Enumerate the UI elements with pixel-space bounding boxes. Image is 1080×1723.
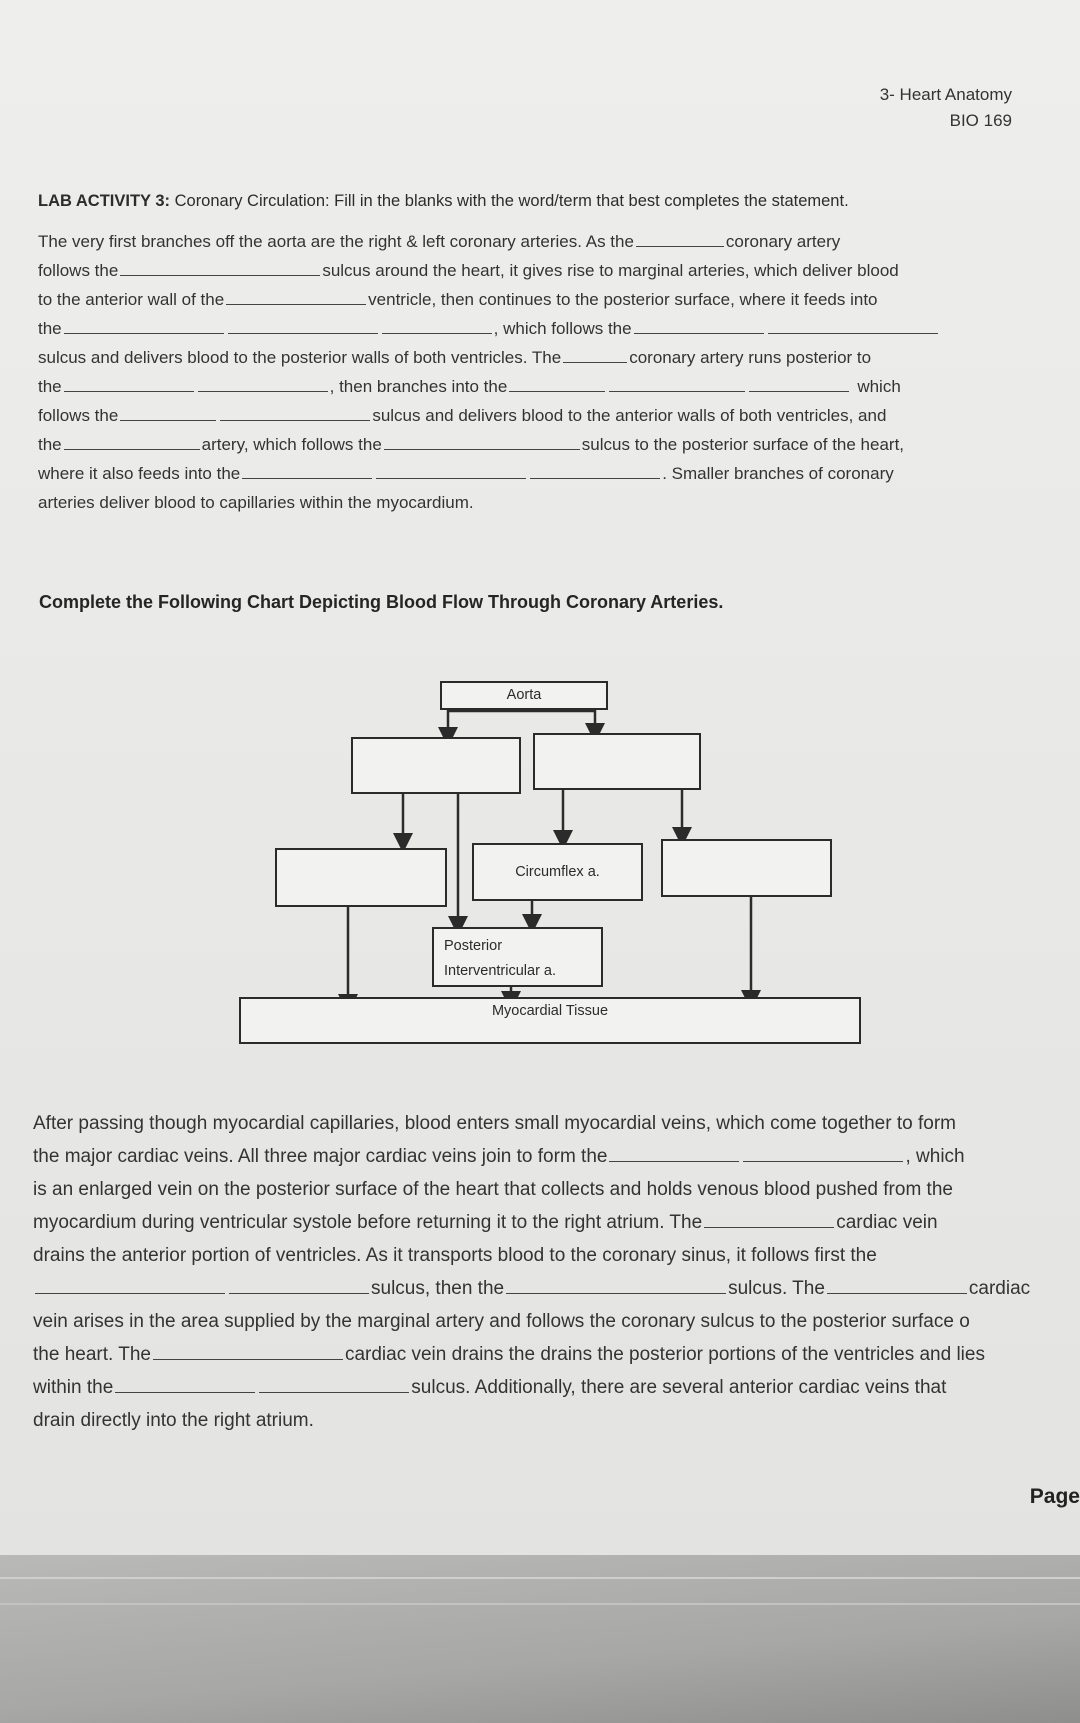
text-line: the heart. The <box>33 1344 151 1365</box>
empty-answer-box[interactable] <box>661 839 832 897</box>
text-line: arteries deliver blood to capillaries within the myocardium. <box>38 493 474 512</box>
posterior-label-line2: Interventricular a. <box>444 963 557 979</box>
aorta-label: Aorta <box>506 687 542 703</box>
posterior-interventricular-box <box>432 927 603 987</box>
sheet-edge <box>0 1577 1080 1579</box>
text-line: . Smaller branches of coronary <box>662 464 894 483</box>
text-line: sulcus to the posterior surface of the heart, <box>581 435 905 454</box>
aorta-to-right-arrow <box>448 711 595 733</box>
text-line: , then branches into the <box>329 377 508 396</box>
text-line: to the anterior wall of the <box>38 290 225 309</box>
text-line: sulcus and delivers blood to the posterior walls of both ventricles. The <box>38 348 562 367</box>
sheet-edge <box>0 1603 1080 1605</box>
text-line: myocardium during ventricular systole before returning it to the right atrium. The <box>33 1212 703 1233</box>
text-line: After passing though myocardial capillaries, blood enters small myocardial veins, which come together to form <box>33 1113 956 1134</box>
course-code: BIO 169 <box>949 111 1012 130</box>
text-line: cardiac vein drains the drains the posterior portions of the ventricles and lies <box>344 1344 985 1365</box>
text-line: the <box>38 319 62 338</box>
text-line: is an enlarged vein on the posterior surface of the heart that collects and holds venous blood pushed from the <box>33 1179 953 1200</box>
posterior-label-line1: Posterior <box>444 938 503 954</box>
text-line: The very first branches off the aorta are the right & left coronary arteries. As the <box>38 232 634 251</box>
activity-label: LAB ACTIVITY 3: <box>38 192 171 210</box>
circumflex-box <box>472 843 643 901</box>
text-line: follows the <box>38 406 119 425</box>
myocardial-tissue-box <box>239 997 861 1044</box>
answer-blank[interactable] <box>153 1345 343 1360</box>
empty-answer-box[interactable] <box>351 737 521 794</box>
text-line: which <box>857 377 901 396</box>
text-line: , which <box>905 1146 965 1167</box>
circumflex-label: Circumflex a. <box>515 864 600 880</box>
aorta-box <box>440 681 608 710</box>
answer-blank[interactable] <box>35 1279 225 1294</box>
text-line: drain directly into the right atrium. <box>33 1410 314 1431</box>
text-line: sulcus, then the <box>371 1278 505 1299</box>
text-line: the <box>38 435 62 454</box>
text-line: where it also feeds into the <box>38 464 241 483</box>
answer-blank[interactable] <box>506 1279 726 1294</box>
answer-blank[interactable] <box>609 1147 739 1162</box>
empty-answer-box[interactable] <box>275 848 447 907</box>
text-line: cardiac <box>968 1278 1031 1299</box>
text-line: artery, which follows the <box>201 435 382 454</box>
text-line: sulcus. The <box>728 1278 825 1299</box>
text-line: within the <box>33 1377 114 1398</box>
text-line: ventricle, then continues to the posterior surface, where it feeds into <box>368 290 878 309</box>
text-line: coronary artery <box>725 232 841 251</box>
answer-blank[interactable] <box>743 1147 903 1162</box>
text-line: drains the anterior portion of ventricles. As it transports blood to the coronary sinus, it follows first the <box>33 1245 877 1266</box>
answer-blank[interactable] <box>115 1378 255 1393</box>
text-line: the <box>38 377 62 396</box>
myocardial-label: Myocardial Tissue <box>491 1003 609 1019</box>
text-line: cardiac vein <box>836 1212 938 1233</box>
answer-blank[interactable] <box>259 1378 409 1393</box>
page-number-label: Page <box>1029 1485 1080 1508</box>
answer-blank[interactable] <box>229 1279 369 1294</box>
underlying-pages <box>0 1555 1080 1723</box>
text-line: , which follows the <box>493 319 632 338</box>
text-line: sulcus around the heart, it gives rise to marginal arteries, which deliver blood <box>322 261 899 280</box>
text-line: vein arises in the area supplied by the marginal artery and follows the coronary sulcus to the posterior surface o <box>33 1311 970 1332</box>
answer-blank[interactable] <box>827 1279 967 1294</box>
text-line: coronary artery runs posterior to <box>629 348 872 367</box>
empty-answer-box[interactable] <box>533 733 701 790</box>
chart-title: Complete the Following Chart Depicting Blood Flow Through Coronary Arteries. <box>39 592 724 612</box>
answer-blank[interactable] <box>704 1213 834 1228</box>
activity-instructions: Coronary Circulation: Fill in the blanks with the word/term that best completes the statement. <box>170 192 849 210</box>
course-title: 3- Heart Anatomy <box>879 85 1012 104</box>
text-line: sulcus and delivers blood to the anterior walls of both ventricles, and <box>372 406 887 425</box>
text-line: sulcus. Additionally, there are several anterior cardiac veins that <box>411 1377 947 1398</box>
text-line: follows the <box>38 261 119 280</box>
text-line: the major cardiac veins. All three major cardiac veins join to form the <box>33 1146 608 1167</box>
